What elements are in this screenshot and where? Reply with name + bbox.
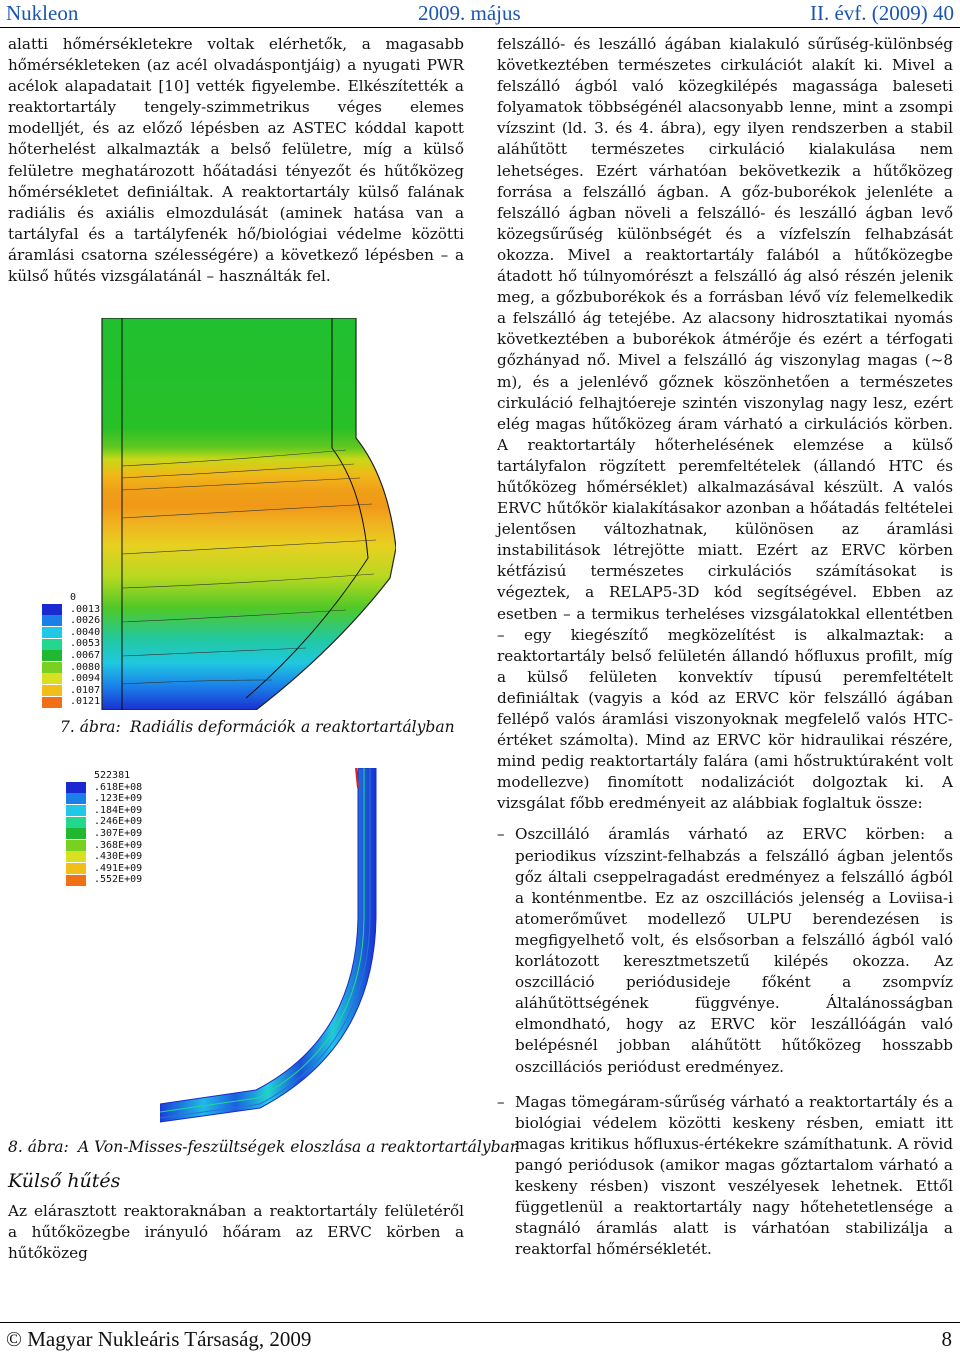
fig7-legend-swatch [42,673,62,684]
fig8-caption-text: A Von-Misses-feszültségek eloszlása a reaktortartályban [78,1138,520,1156]
fig7-legend-label: .0026 [70,615,101,627]
fig8-legend-label: .123E+09 [94,793,143,805]
fig7-image [96,318,396,710]
fig8-caption-number: 8. ábra: [8,1138,69,1156]
page-footer [0,1322,960,1354]
issue-date: 2009. május [418,1,521,25]
list-item [497,824,953,1077]
bullet-dash: – [497,1092,505,1111]
fig8-legend-swatch [66,793,86,804]
list-item-text: Oszcilláló áramlás várható az ERVC körben: a periodikus vízszint-felhabzás a felszálló ágban jelentős gőz általi cseppelragadást eredményez a felszálló ágból a konténmentbe. Ez az oszcillációs jelenség a Loviisa-i atomerőművet modellező ULPU berendezésen is megfigyelhető volt, és elsősorban a felszálló ágból való korlátozott keresztmetszetű kilépés okozza. Az oszcilláció periódusideje főként a zsompvíz aláhűtöttségének függvénye. Általánosságban elmondható, hogy az ERVC kör leszállóágán való belépésnél jobban aláhűtött hűtőközeg hosszabb oszcillációs periódust eredményez. [515,825,953,1076]
fig8-legend-swatch [66,875,86,886]
left-paragraph-1: alatti hőmérsékletekre voltak elérhetők, a magasabb hőmérsékleteken (az acél olvadáspontjáig) a nyugati PWR acélok alapadatait [10] vették figyelembe. Elkészítették a reaktortartály tengely-szimmetrikus véges elemes modelljét, és az előző lépésben az ASTEC kóddal kapott hőterhelést alkalmazták a belső felületre, míg a külső felületre meghatározott hőátadási tényezőt és hűtőközeg hőmérsékletet definiáltak. A reaktortartály külső falának radiális és axiális elmozdulását (aminek hatása van a tartályfal és a tartályfenék hő/biológiai védelme közötti áramlási csatorna szélességére) a következő lépésben – a külső hűtés vizsgálatánál – használták fel. [8,35,464,286]
fig7-caption-text: Radiális deformációk a reaktortartályban [130,718,455,736]
fig7-caption-number: 7. ábra: [60,718,121,736]
section-title: Külső hűtés [8,1170,121,1192]
fig8-legend-entry [66,863,142,875]
right-column [497,34,953,1274]
fig8-legend-label: .430E+09 [94,851,143,863]
fig7-legend-swatch [42,697,62,708]
copyright: © Magyar Nukleáris Társaság, 2009 [6,1327,312,1351]
list-item-text: Magas tömegáram-sűrűség várható a reaktortartály és a biológiai védelem közötti keskeny résben, emiatt itt magas kritikus hőfluxus-értékekre számíthatunk. A rövid pangó periódusok (amikor magas gőztartalom várható a keskeny résben) viszont veszélyesek lehetnek. Ettől függetlenül a reaktortartály nagy hőtehetetlensége a stagnáló áramlás alatt is várhatóan stabilizálja a reaktorfal hőmérsékletét. [515,1092,953,1259]
list-item [497,1092,953,1261]
fig8-legend-label: .552E+09 [94,874,143,886]
fig7-legend-swatch [42,604,62,615]
fig7-legend-label: .0067 [70,649,101,661]
fig7-legend-swatch [42,650,62,661]
fig7-legend-entry [42,592,100,604]
fig7-legend-swatch [42,639,62,650]
fig7-legend-entry [42,615,100,627]
fig8-legend-swatch [66,851,86,862]
fig7-vessel [102,318,396,710]
fig7-legend-swatch [42,615,62,626]
fig8-legend-label: .368E+09 [94,839,143,851]
fig7-legend [42,592,100,708]
fig8-legend-entry [66,782,142,794]
fig7-legend-label: .0013 [70,603,101,615]
fig8-legend-swatch [66,805,86,816]
fig8-legend-swatch [66,782,86,793]
issue-info: II. évf. (2009) 40 [809,1,954,25]
fig7-legend-entry [42,638,100,650]
page-header [0,0,960,28]
fig7-legend-label: .0121 [70,696,101,708]
left-column [8,34,464,287]
fig8-image [160,768,456,1124]
fig7-legend-label: .0080 [70,661,101,673]
fig7-legend-entry [42,673,100,685]
fig7-legend-entry [42,696,100,708]
fig7-legend-entry [42,604,100,616]
fig7-legend-label: .0053 [70,638,101,650]
results-list [497,824,953,1260]
fig8-legend-label: .246E+09 [94,816,143,828]
journal-name: Nukleon [6,1,79,25]
fig7-legend-entry [42,627,100,639]
fig8-legend-swatch [66,770,86,781]
fig7-legend-label: 0 [70,592,77,603]
fig8-legend-entry [66,828,142,840]
fig7-legend-swatch [42,627,62,638]
fig8-legend-entry [66,816,142,828]
fig8-legend-label: .618E+08 [94,781,143,793]
fig8-legend-entry [66,851,142,863]
right-paragraph-1: felszálló- és leszálló ágában kialakuló sűrűség-különbség következtében természetes cirkulációt alakít ki. Mivel a felszálló ágból való közegkilépés magassága baleseti folyamatok többségénél alacsonyabb lenne, mint a zsompi vízszint (ld. 3. és 4. ábra), egy ilyen rendszerben a stabil aláhűtött természetes cirkuláció kialakulása nem lehetséges. Ezért várhatóan bekövetkezik a hűtőközeg forrása a felszálló ágban. A gőz-buborékok jelenléte a felszálló ágban növeli a felszálló- és leszálló ágban levő közegsűrűség különbségét és a vízfelszín felhabzását okozza. Mivel a reaktortartály falából a hűtőközegbe átadott hő túlnyomórészt a felszálló ág alsó részén jelenik meg, a gőzbuborékok és a forrásban lévő víz felemelkedik a felszálló ág tetejébe. Az alacsony hidrosztatikai nyomás következtében a buborékok átmérője és ezért a térfogati gőzhányad nő. Mivel a felszálló ág viszonylag magas (~8 m), és a jelenlévő gőznek köszönhetően a természetes cirkuláció felhajtóereje szintén viszonylag nagy lesz, ezért elég magas hűtőközeg áram várható a cirkulációs körben. A reaktortartály hőterhelésének elemzése a külső tartályfalon rögzített peremfeltételek (állandó HTC és hűtőközeg hőmérséklet) alkalmazásával készült. A valós ERVC hűtőkör kialakításakor azonban a hőátadás feltételei jelentősen változhatnak, különösen az áramlási instabilitások létrejötte miatt. Ezért az ERVC körben kétfázisú természetes cirkulációs számításokat is végeztek, a RELAP5-3D kód segítségével. Ebben az esetben – a termikus terheléses vizsgálatokkal ellentétben – egy kiegészítő megközelítést is alkalmaztak: a reaktortartály belső felületén állandó hőfluxus profilt, míg a külső felületen konvektív típusú peremfeltételt definiáltak (vagyis a kód az ERVC kör felszálló ágában fellépő valós áramlási viszonyoknak megfelelő valós HTC-értéket számolta). Mind az ERVC kör hidraulikai részére, mind pedig reaktortartály falára (ami hőstruktúraként volt modellezve) finomított nodalizációt dolgoztak ki. A vizsgálat főbb eredményeit az alábbiak foglaltuk össze: [497,35,953,813]
section-paragraph [8,1201,464,1264]
fig7-legend-entry [42,685,100,697]
fig8-legend-label: 522381 [94,770,131,781]
fig7-legend-swatch [42,685,62,696]
fig8-legend-entry [66,805,142,817]
page-number: 8 [941,1327,952,1351]
fig8-legend-label: .491E+09 [94,862,143,874]
fig7-legend-entry [42,662,100,674]
fig8-legend-label: .307E+09 [94,827,143,839]
fig8-vessel-wall [160,768,376,1122]
fig8-legend-swatch [66,817,86,828]
fig8-legend-swatch [66,863,86,874]
fig7-legend-entry [42,650,100,662]
fig8-legend-entry [66,793,142,805]
fig7-legend-swatch [42,592,62,603]
fig8-legend-entry [66,770,142,782]
fig7-legend-label: .0040 [70,626,101,638]
fig8-legend-entry [66,840,142,852]
fig7-legend-label: .0107 [70,684,101,696]
fig8-legend [66,770,142,886]
fig8-legend-label: .184E+09 [94,804,143,816]
fig8-legend-swatch [66,828,86,839]
fig8-caption [8,1138,520,1156]
fig8-legend-entry [66,874,142,886]
fig8-legend-swatch [66,840,86,851]
bullet-dash: – [497,825,505,844]
fig7-caption [60,718,455,736]
fig7-legend-label: .0094 [70,673,101,685]
section-paragraph-text: Az elárasztott reaktoraknában a reaktortartály felületéről a hűtőközegbe irányuló hőáram az ERVC körben a hűtőközeg [8,1202,464,1263]
fig7-legend-swatch [42,662,62,673]
